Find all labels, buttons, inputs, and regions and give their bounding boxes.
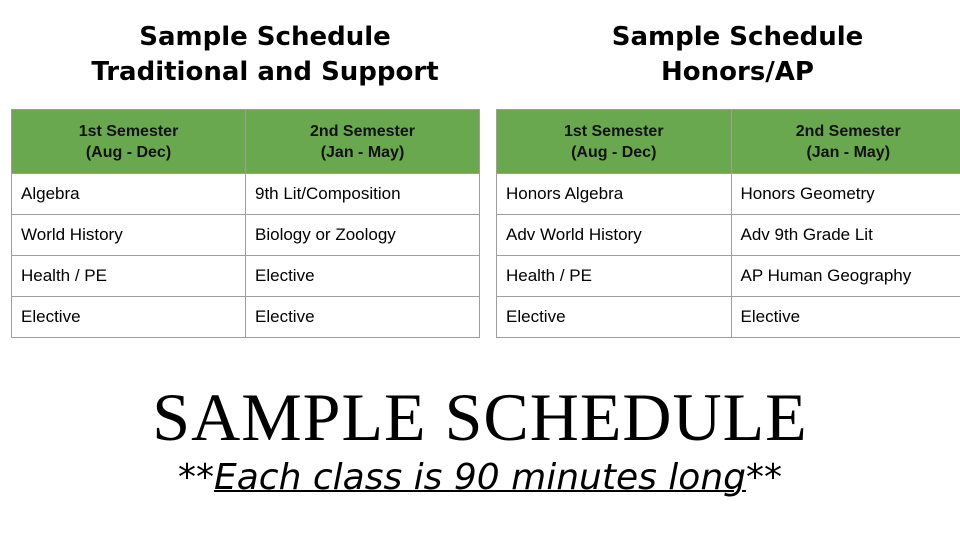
traditional-schedule-table — [11, 109, 480, 338]
header-term: 1st Semester — [78, 122, 179, 140]
table-cell: World History — [12, 215, 246, 256]
table-row — [497, 215, 960, 256]
table-cell: AP Human Geography — [731, 256, 960, 297]
table-row — [497, 256, 960, 297]
table-row — [497, 174, 960, 215]
table-row — [12, 174, 480, 215]
table-cell: 9th Lit/Composition — [246, 174, 480, 215]
header-term: 1st Semester — [563, 122, 664, 140]
header-cell-1st-semester — [497, 110, 732, 174]
table-cell: Algebra — [12, 174, 246, 215]
table-cell: Honors Algebra — [497, 174, 732, 215]
honors-schedule-heading — [525, 20, 950, 90]
header-cell-2nd-semester — [246, 110, 480, 174]
table-cell: Elective — [731, 297, 960, 338]
table-cell: Biology or Zoology — [246, 215, 480, 256]
header-cell-1st-semester — [12, 110, 246, 174]
table-row — [12, 256, 480, 297]
note-prefix: ** — [178, 457, 214, 498]
note-text: Each class is 90 minutes long — [214, 457, 746, 498]
header-cell-2nd-semester — [731, 110, 960, 174]
table-header-row — [12, 110, 480, 174]
header-months: (Jan - May) — [320, 143, 405, 161]
heading-line-2: Traditional and Support — [91, 57, 439, 87]
table-row — [12, 297, 480, 338]
heading-line-2: Honors/AP — [661, 57, 814, 87]
table-cell: Health / PE — [12, 256, 246, 297]
header-months: (Jan - May) — [806, 143, 891, 161]
table-cell: Elective — [246, 297, 480, 338]
header-months: (Aug - Dec) — [571, 143, 657, 161]
table-header-row — [497, 110, 960, 174]
table-cell: Elective — [497, 297, 732, 338]
header-term: 2nd Semester — [310, 122, 415, 140]
table-row — [12, 215, 480, 256]
class-length-note — [0, 454, 960, 502]
table-cell: Adv World History — [497, 215, 732, 256]
heading-line-1: Sample Schedule — [139, 22, 391, 52]
note-suffix: ** — [745, 457, 782, 498]
traditional-schedule-heading — [40, 20, 490, 90]
page-title: SAMPLE SCHEDULE — [152, 379, 808, 455]
table-cell: Adv 9th Grade Lit — [731, 215, 960, 256]
header-term: 2nd Semester — [795, 122, 901, 140]
table-row — [497, 297, 960, 338]
table-cell: Honors Geometry — [731, 174, 960, 215]
honors-schedule-table — [496, 109, 960, 338]
table-cell: Elective — [246, 256, 480, 297]
table-cell: Health / PE — [497, 256, 732, 297]
header-months: (Aug - Dec) — [85, 143, 172, 161]
heading-line-1: Sample Schedule — [611, 22, 864, 52]
table-cell: Elective — [12, 297, 246, 338]
